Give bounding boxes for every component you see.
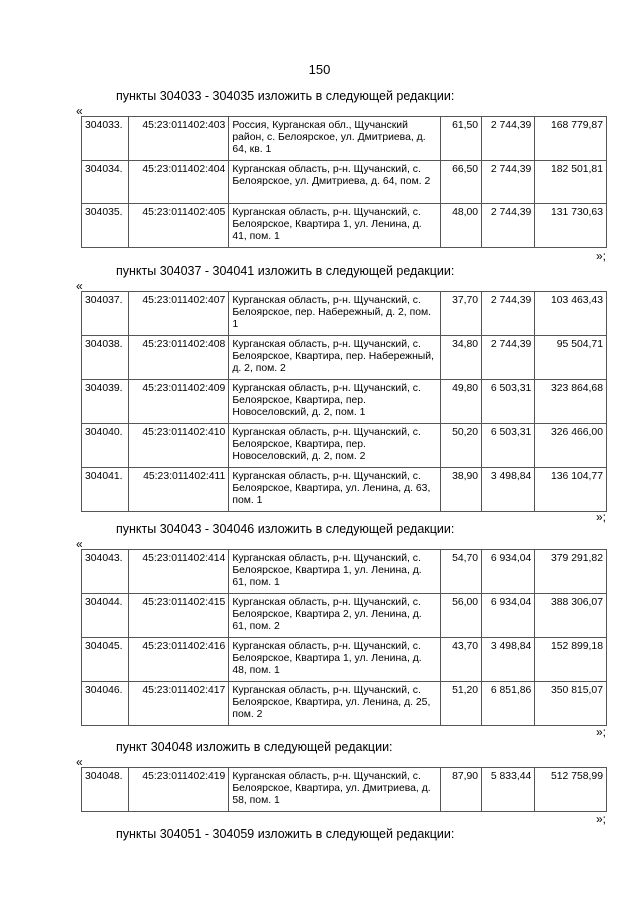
area: 87,90: [441, 768, 482, 812]
cadastral-number: 45:23:011402:404: [129, 161, 229, 204]
address: Курганская область, р-н. Щучанский, с. Белоярское, Квартира, пер. Новоселовский, д. 2, пом. 2: [229, 424, 441, 468]
row-number: 304045.: [82, 638, 129, 682]
price: 5 833,44: [482, 768, 535, 812]
price: 3 498,84: [482, 638, 535, 682]
cadastral-number: 45:23:011402:403: [129, 117, 229, 161]
value: 350 815,07: [535, 682, 607, 726]
value: 152 899,18: [535, 638, 607, 682]
value: 379 291,82: [535, 550, 607, 594]
amendment-table: [81, 767, 607, 812]
cadastral-number: 45:23:011402:410: [129, 424, 229, 468]
price: 6 503,31: [482, 380, 535, 424]
price: 6 503,31: [482, 424, 535, 468]
address: Курганская область, р-н. Щучанский, с. Белоярское, Квартира, ул. Дмитриева, д. 58, пом. 1: [229, 768, 441, 812]
cadastral-number: 45:23:011402:415: [129, 594, 229, 638]
row-number: 304033.: [82, 117, 129, 161]
cadastral-number: 45:23:011402:417: [129, 682, 229, 726]
area: 51,20: [441, 682, 482, 726]
value: 323 864,68: [535, 380, 607, 424]
open-quote: «: [76, 755, 83, 769]
open-quote: «: [76, 104, 83, 118]
page-number: 150: [308, 62, 331, 77]
value: 95 504,71: [535, 336, 607, 380]
table-row: [82, 161, 607, 204]
address: Россия, Курганская обл., Щучанский район, с. Белоярское, ул. Дмитриева, д. 64, кв. 1: [229, 117, 441, 161]
area: 54,70: [441, 550, 482, 594]
value: 388 306,07: [535, 594, 607, 638]
value: 512 758,99: [535, 768, 607, 812]
area: 66,50: [441, 161, 482, 204]
address: Курганская область, р-н. Щучанский, с. Белоярское, Квартира, пер. Набережный, д. 2, пом. 2: [229, 336, 441, 380]
cadastral-number: 45:23:011402:414: [129, 550, 229, 594]
address: Курганская область, р-н. Щучанский, с. Белоярское, Квартира 2, ул. Ленина, д. 61, пом. 2: [229, 594, 441, 638]
section-intro: пункты 304051 - 304059 изложить в следующей редакции:: [116, 827, 455, 841]
row-number: 304044.: [82, 594, 129, 638]
cadastral-number: 45:23:011402:408: [129, 336, 229, 380]
area: 34,80: [441, 336, 482, 380]
section-intro: пункты 304037 - 304041 изложить в следующей редакции:: [116, 264, 455, 278]
table-row: [82, 768, 607, 812]
close-quote: »;: [596, 812, 607, 826]
table-row: [82, 380, 607, 424]
table-row: [82, 292, 607, 336]
address: Курганская область, р-н. Щучанский, с. Белоярское, Квартира 1, ул. Ленина, д. 41, пом. 1: [229, 204, 441, 248]
area: 49,80: [441, 380, 482, 424]
table-row: [82, 550, 607, 594]
row-number: 304038.: [82, 336, 129, 380]
area: 48,00: [441, 204, 482, 248]
price: 2 744,39: [482, 161, 535, 204]
close-quote: »;: [596, 725, 607, 739]
area: 43,70: [441, 638, 482, 682]
table-row: [82, 424, 607, 468]
address: Курганская область, р-н. Щучанский, с. Белоярское, Квартира, ул. Ленина, д. 63, пом. 1: [229, 468, 441, 512]
address: Курганская область, р-н. Щучанский, с. Белоярское, Квартира 1, ул. Ленина, д. 61, пом. 1: [229, 550, 441, 594]
area: 61,50: [441, 117, 482, 161]
price: 6 851,86: [482, 682, 535, 726]
amendment-table: [81, 116, 607, 248]
price: 6 934,04: [482, 594, 535, 638]
row-number: 304037.: [82, 292, 129, 336]
row-number: 304035.: [82, 204, 129, 248]
value: 168 779,87: [535, 117, 607, 161]
open-quote: «: [76, 537, 83, 551]
address: Курганская область, р-н. Щучанский, с. Белоярское, Квартира, ул. Ленина, д. 25, пом. 2: [229, 682, 441, 726]
price: 3 498,84: [482, 468, 535, 512]
value: 136 104,77: [535, 468, 607, 512]
amendment-table: [81, 291, 607, 512]
row-number: 304034.: [82, 161, 129, 204]
row-number: 304041.: [82, 468, 129, 512]
area: 37,70: [441, 292, 482, 336]
value: 326 466,00: [535, 424, 607, 468]
price: 6 934,04: [482, 550, 535, 594]
price: 2 744,39: [482, 117, 535, 161]
area: 56,00: [441, 594, 482, 638]
table-row: [82, 594, 607, 638]
section-intro: пункт 304048 изложить в следующей редакции:: [116, 740, 393, 754]
value: 103 463,43: [535, 292, 607, 336]
cadastral-number: 45:23:011402:419: [129, 768, 229, 812]
row-number: 304040.: [82, 424, 129, 468]
price: 2 744,39: [482, 336, 535, 380]
table-row: [82, 204, 607, 248]
table-row: [82, 468, 607, 512]
row-number: 304048.: [82, 768, 129, 812]
table-row: [82, 638, 607, 682]
address: Курганская область, р-н. Щучанский, с. Белоярское, Квартира, пер. Новоселовский, д. 2, пом. 1: [229, 380, 441, 424]
table-row: [82, 336, 607, 380]
section-intro: пункты 304043 - 304046 изложить в следующей редакции:: [116, 522, 455, 536]
address: Курганская область, р-н. Щучанский, с. Белоярское, пер. Набережный, д. 2, пом. 1: [229, 292, 441, 336]
table-row: [82, 117, 607, 161]
area: 50,20: [441, 424, 482, 468]
row-number: 304039.: [82, 380, 129, 424]
cadastral-number: 45:23:011402:407: [129, 292, 229, 336]
table-row: [82, 682, 607, 726]
close-quote: »;: [596, 249, 607, 263]
cadastral-number: 45:23:011402:405: [129, 204, 229, 248]
area: 38,90: [441, 468, 482, 512]
cadastral-number: 45:23:011402:411: [129, 468, 229, 512]
price: 2 744,39: [482, 292, 535, 336]
amendment-table: [81, 549, 607, 726]
open-quote: «: [76, 279, 83, 293]
cadastral-number: 45:23:011402:409: [129, 380, 229, 424]
close-quote: »;: [596, 510, 607, 524]
address: Курганская область, р-н. Щучанский, с. Белоярское, Квартира 1, ул. Ленина, д. 48, пом. 1: [229, 638, 441, 682]
value: 182 501,81: [535, 161, 607, 204]
value: 131 730,63: [535, 204, 607, 248]
address: Курганская область, р-н. Щучанский, с. Белоярское, ул. Дмитриева, д. 64, пом. 2: [229, 161, 441, 204]
price: 2 744,39: [482, 204, 535, 248]
cadastral-number: 45:23:011402:416: [129, 638, 229, 682]
section-intro: пункты 304033 - 304035 изложить в следующей редакции:: [116, 89, 455, 103]
row-number: 304043.: [82, 550, 129, 594]
row-number: 304046.: [82, 682, 129, 726]
